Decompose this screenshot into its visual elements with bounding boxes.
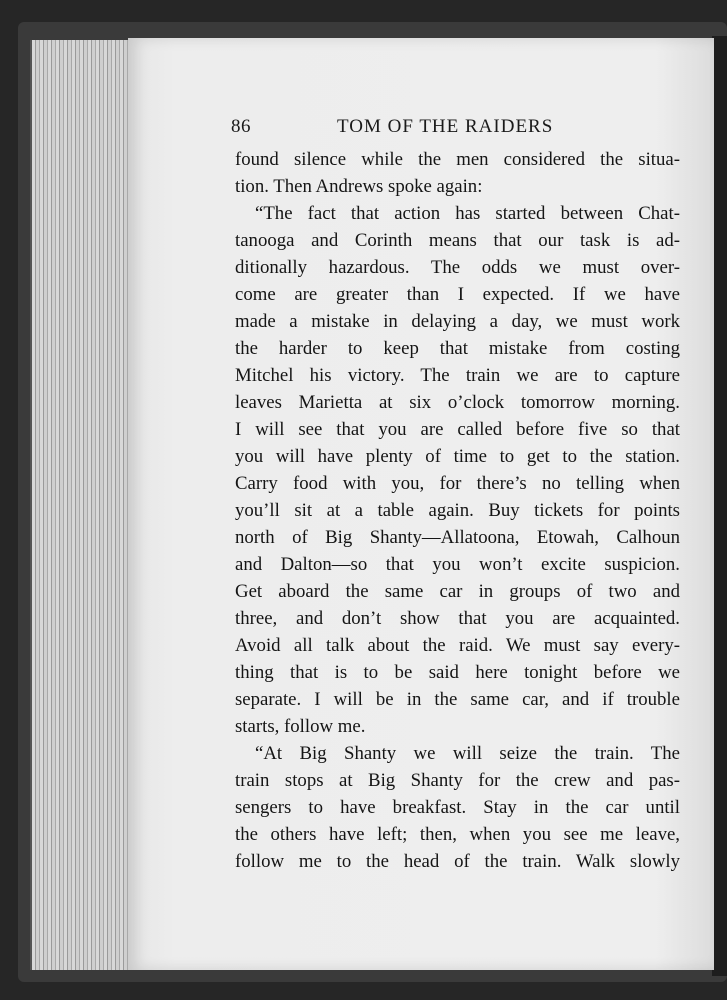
text-line: leaves Marietta at six o’clock tomorrow morning.	[235, 392, 680, 413]
page-edges	[30, 40, 132, 970]
text-line: made a mistake in delaying a day, we must work	[235, 311, 680, 332]
text-line: “At Big Shanty we will seize the train. The	[255, 743, 680, 764]
text-line: come are greater than I expected. If we have	[235, 284, 680, 305]
body-text	[235, 146, 680, 875]
text-line: and Dalton—so that you won’t excite suspicion.	[235, 554, 680, 575]
text-line: Carry food with you, for there’s no telling when	[235, 473, 680, 494]
text-line: separate. I will be in the same car, and if trouble	[235, 689, 680, 710]
text-line: Get aboard the same car in groups of two and	[235, 581, 680, 602]
text-line: tanooga and Corinth means that our task is ad-	[235, 230, 680, 251]
text-line: I will see that you are called before five so that	[235, 419, 680, 440]
text-line: Avoid all talk about the raid. We must say every-	[235, 635, 680, 656]
page-number: 86	[231, 116, 251, 137]
text-line: thing that is to be said here tonight before we	[235, 662, 680, 683]
text-line: found silence while the men considered the situa-	[235, 149, 680, 170]
text-line: ditionally hazardous. The odds we must over-	[235, 257, 680, 278]
text-line: train stops at Big Shanty for the crew and pas-	[235, 770, 680, 791]
text-line: north of Big Shanty—Allatoona, Etowah, Calhoun	[235, 527, 680, 548]
running-title: TOM OF THE RAIDERS	[337, 116, 554, 137]
facing-page-edge	[712, 36, 727, 976]
text-line: you will have plenty of time to get to the station.	[235, 446, 680, 467]
text-line: starts, follow me.	[235, 716, 366, 737]
text-line: sengers to have breakfast. Stay in the car until	[235, 797, 680, 818]
text-line: three, and don’t show that you are acquainted.	[235, 608, 680, 629]
text-line: you’ll sit at a table again. Buy tickets for points	[235, 500, 680, 521]
text-line: follow me to the head of the train. Walk slowly	[235, 851, 680, 872]
text-line: tion. Then Andrews spoke again:	[235, 176, 483, 197]
text-line: the others have left; then, when you see me leave,	[235, 824, 680, 845]
text-line: the harder to keep that mistake from costing	[235, 338, 680, 359]
text-line: “The fact that action has started between Chat-	[255, 203, 680, 224]
page-header	[231, 116, 681, 140]
text-line: Mitchel his victory. The train we are to capture	[235, 365, 680, 386]
